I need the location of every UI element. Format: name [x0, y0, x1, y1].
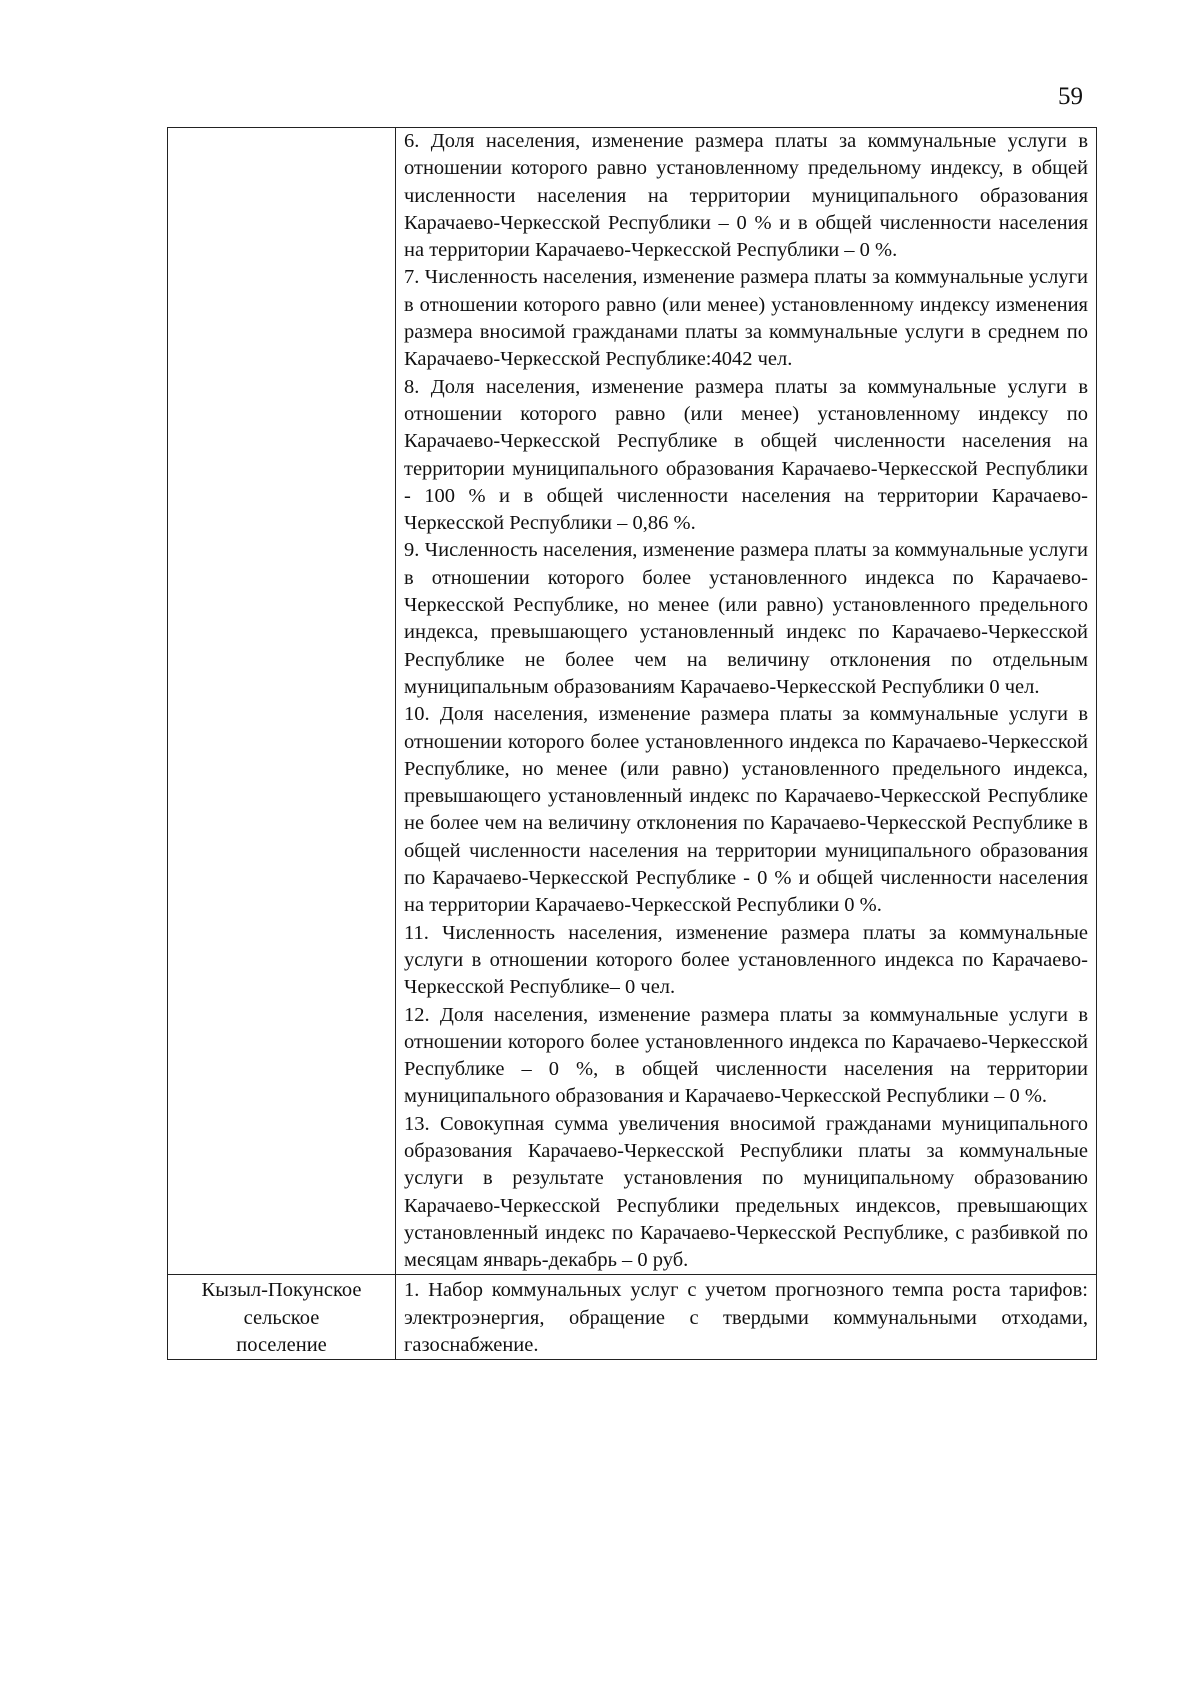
indicator-item-8: 8. Доля населения, изменение размера платы за коммунальные услуги в отношении которого равно (или менее) установленному индексу по Карачаево-Черкесской Республике в общей численности населения на территории муниципального образования Карачаево-Черкесской Республики - 100 % и в общей численности населения на территории Карачаево-Черкесской Республики – 0,86 %. — [404, 375, 1088, 535]
indicator-item-1: 1. Набор коммунальных услуг с учетом прогнозного темпа роста тарифов: электроэнергия, обращение с твердыми коммунальными отходами, газоснабжение. — [404, 1279, 1088, 1357]
indicators-cell — [396, 128, 1097, 1275]
indicators-cell — [396, 1275, 1097, 1360]
table-row — [168, 128, 1097, 1275]
indicator-item-10: 10. Доля населения, изменение размера платы за коммунальные услуги в отношении которого более установленного индекса по Карачаево-Черкесской Республике, но менее (или равно) установленного предельного индекса, превышающего установленный индекс по Карачаево-Черкесской Республике не более чем на величину отклонения по Карачаево-Черкесской Республике в общей численности населения на территории муниципального образования по Карачаево-Черкесской Республике - 0 % и общей численности населения на территории Карачаево-Черкесской Республики 0 %. — [404, 703, 1088, 917]
settlement-name-line: поселение — [236, 1334, 327, 1357]
table-row — [168, 1275, 1097, 1360]
settlement-name-line: сельское — [243, 1306, 320, 1329]
indicator-item-7: 7. Численность населения, изменение размера платы за коммунальные услуги в отношении которого равно (или менее) установленному индексу изменения размера вносимой гражданами платы за коммунальные услуги в среднем по Карачаево-Черкесской Республике:4042 чел. — [404, 266, 1088, 371]
settlement-name-line: Кызыл-Покунское — [201, 1279, 362, 1302]
page-number: 59 — [1058, 83, 1083, 110]
settlement-cell — [168, 1275, 396, 1360]
indicator-item-13: 13. Совокупная сумма увеличения вносимой гражданами муниципального образования Карачаево-Черкесской Республики платы за коммунальные услуги в результате установления по муниципальному образованию Карачаево-Черкесской Республики предельных индексов, превышающих установленный индекс по Карачаево-Черкесской Республике, с разбивкой по месяцам январь-декабрь – 0 руб. — [404, 1112, 1088, 1272]
settlement-name — [168, 1275, 395, 1359]
indicator-item-12: 12. Доля населения, изменение размера платы за коммунальные услуги в отношении которого более установленного индекса по Карачаево-Черкесской Республике – 0 %, в общей численности населения на территории муниципального образования и Карачаево-Черкесской Республики – 0 %. — [404, 1003, 1088, 1108]
settlement-cell-empty — [168, 128, 396, 1275]
indicators-table — [167, 127, 1097, 1360]
indicator-item-11: 11. Численность населения, изменение размера платы за коммунальные услуги в отношении которого более установленного индекса по Карачаево-Черкесской Республике– 0 чел. — [404, 921, 1088, 999]
indicator-item-6: 6. Доля населения, изменение размера платы за коммунальные услуги в отношении которого равно установленному предельному индексу, в общей численности населения на территории муниципального образования Карачаево-Черкесской Республики – 0 % и в общей численности населения на территории Карачаево-Черкесской Республики – 0 %. — [404, 130, 1088, 262]
indicator-item-9: 9. Численность населения, изменение размера платы за коммунальные услуги в отношении которого более установленного индекса по Карачаево-Черкесской Республике, но менее (или равно) установленного предельного индекса, превышающего установленный индекс по Карачаево-Черкесской Республике не более чем на величину отклонения по отдельным муниципальным образованиям Карачаево-Черкесской Республики 0 чел. — [404, 539, 1088, 698]
